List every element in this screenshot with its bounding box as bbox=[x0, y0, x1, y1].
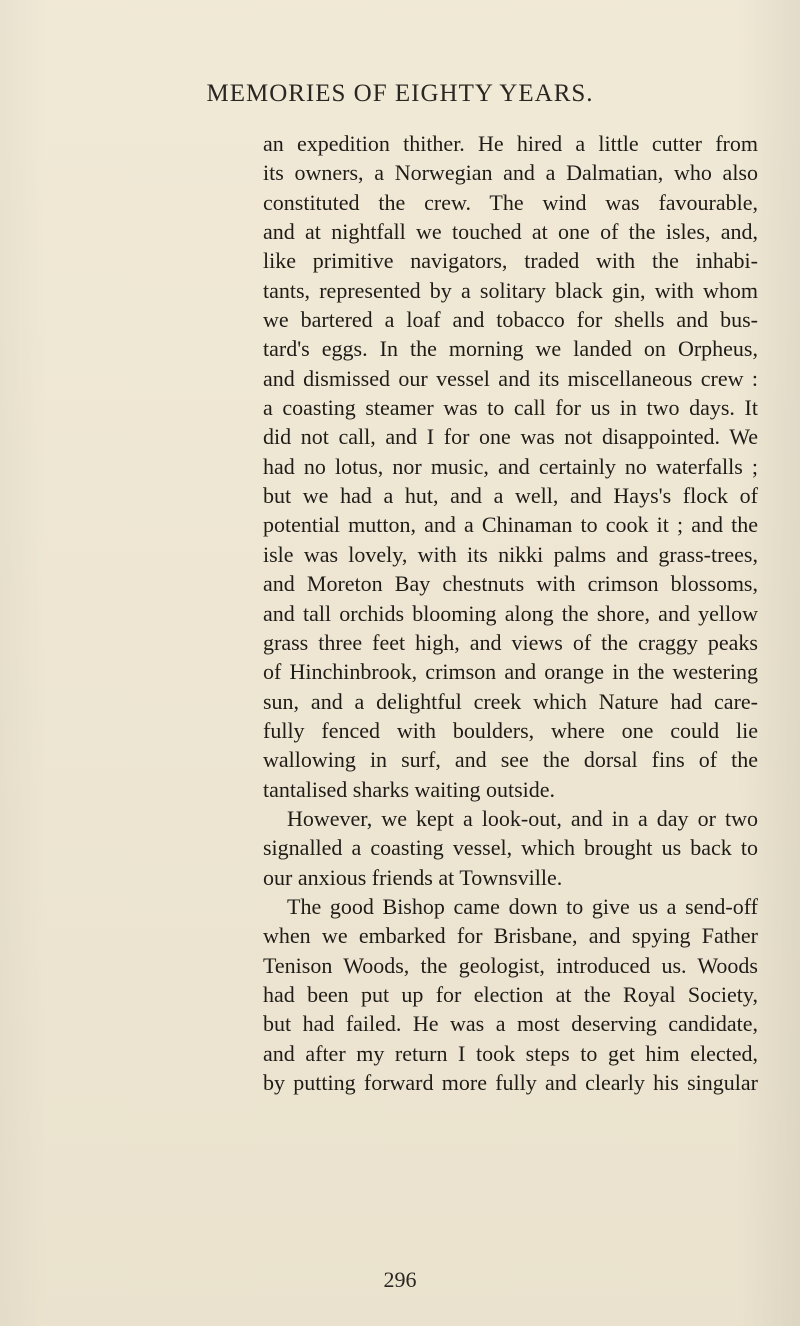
text-line: our anxious friends at Townsville. bbox=[263, 864, 563, 890]
text-line: did not call, and I for one was not disappointed. We bbox=[263, 424, 758, 450]
text-line: sun, and a delightful creek which Nature had care- bbox=[263, 688, 758, 714]
running-head: MEMORIES OF EIGHTY YEARS. bbox=[206, 80, 594, 107]
text-line: potential mutton, and a Chinaman to cook it ; and the bbox=[263, 512, 758, 538]
text-line: The good Bishop came down to give us a send-off bbox=[287, 893, 758, 919]
text-line: an expedition thither. He hired a little cutter from bbox=[263, 131, 758, 156]
text-line: had been put up for election at the Royal Society, bbox=[263, 981, 758, 1007]
text-line: its owners, a Norwegian and a Dalmatian, who also bbox=[263, 160, 758, 186]
text-line: signalled a coasting vessel, which brought us back to bbox=[263, 835, 758, 861]
text-line: when we embarked for Brisbane, and spying Father bbox=[263, 923, 758, 949]
text-line: Tenison Woods, the geologist, introduced us. Woods bbox=[263, 952, 758, 978]
text-line: wallowing in surf, and see the dorsal fins of the bbox=[263, 747, 758, 773]
text-line: like primitive navigators, traded with the inhabi- bbox=[263, 248, 758, 274]
page-number: 296 bbox=[383, 1267, 417, 1292]
text-line: and Moreton Bay chestnuts with crimson blossoms, bbox=[263, 571, 758, 597]
text-line: and tall orchids blooming along the shore, and yellow bbox=[263, 600, 758, 626]
text-line: tard's eggs. In the morning we landed on Orpheus, bbox=[263, 336, 758, 362]
text-line: had no lotus, nor music, and certainly no waterfalls ; bbox=[263, 453, 758, 479]
text-line: tantalised sharks waiting outside. bbox=[263, 776, 556, 802]
body-text bbox=[263, 129, 758, 1097]
text-line: we bartered a loaf and tobacco for shells and bus- bbox=[263, 307, 758, 333]
text-line: fully fenced with boulders, where one could lie bbox=[263, 717, 758, 743]
text-line: and dismissed our vessel and its miscellaneous crew : bbox=[263, 365, 758, 391]
text-line: However, we kept a look-out, and in a day or two bbox=[287, 805, 758, 831]
text-line: of Hinchinbrook, crimson and orange in the westering bbox=[263, 659, 758, 685]
text-line: but had failed. He was a most deserving candidate, bbox=[263, 1011, 758, 1037]
text-line: grass three feet high, and views of the craggy peaks bbox=[263, 629, 758, 655]
text-line: a coasting steamer was to call for us in two days. It bbox=[263, 395, 758, 421]
text-line: isle was lovely, with its nikki palms and grass-trees, bbox=[263, 541, 758, 567]
text-line: tants, represented by a solitary black gin, with whom bbox=[263, 277, 758, 303]
text-line: by putting forward more fully and clearly his singular bbox=[263, 1070, 758, 1095]
text-line: but we had a hut, and a well, and Hays's flock of bbox=[263, 483, 758, 509]
text-line: constituted the crew. The wind was favourable, bbox=[263, 189, 758, 215]
text-line: and at nightfall we touched at one of the isles, and, bbox=[263, 219, 758, 245]
text-line: and after my return I took steps to get him elected, bbox=[263, 1040, 758, 1066]
